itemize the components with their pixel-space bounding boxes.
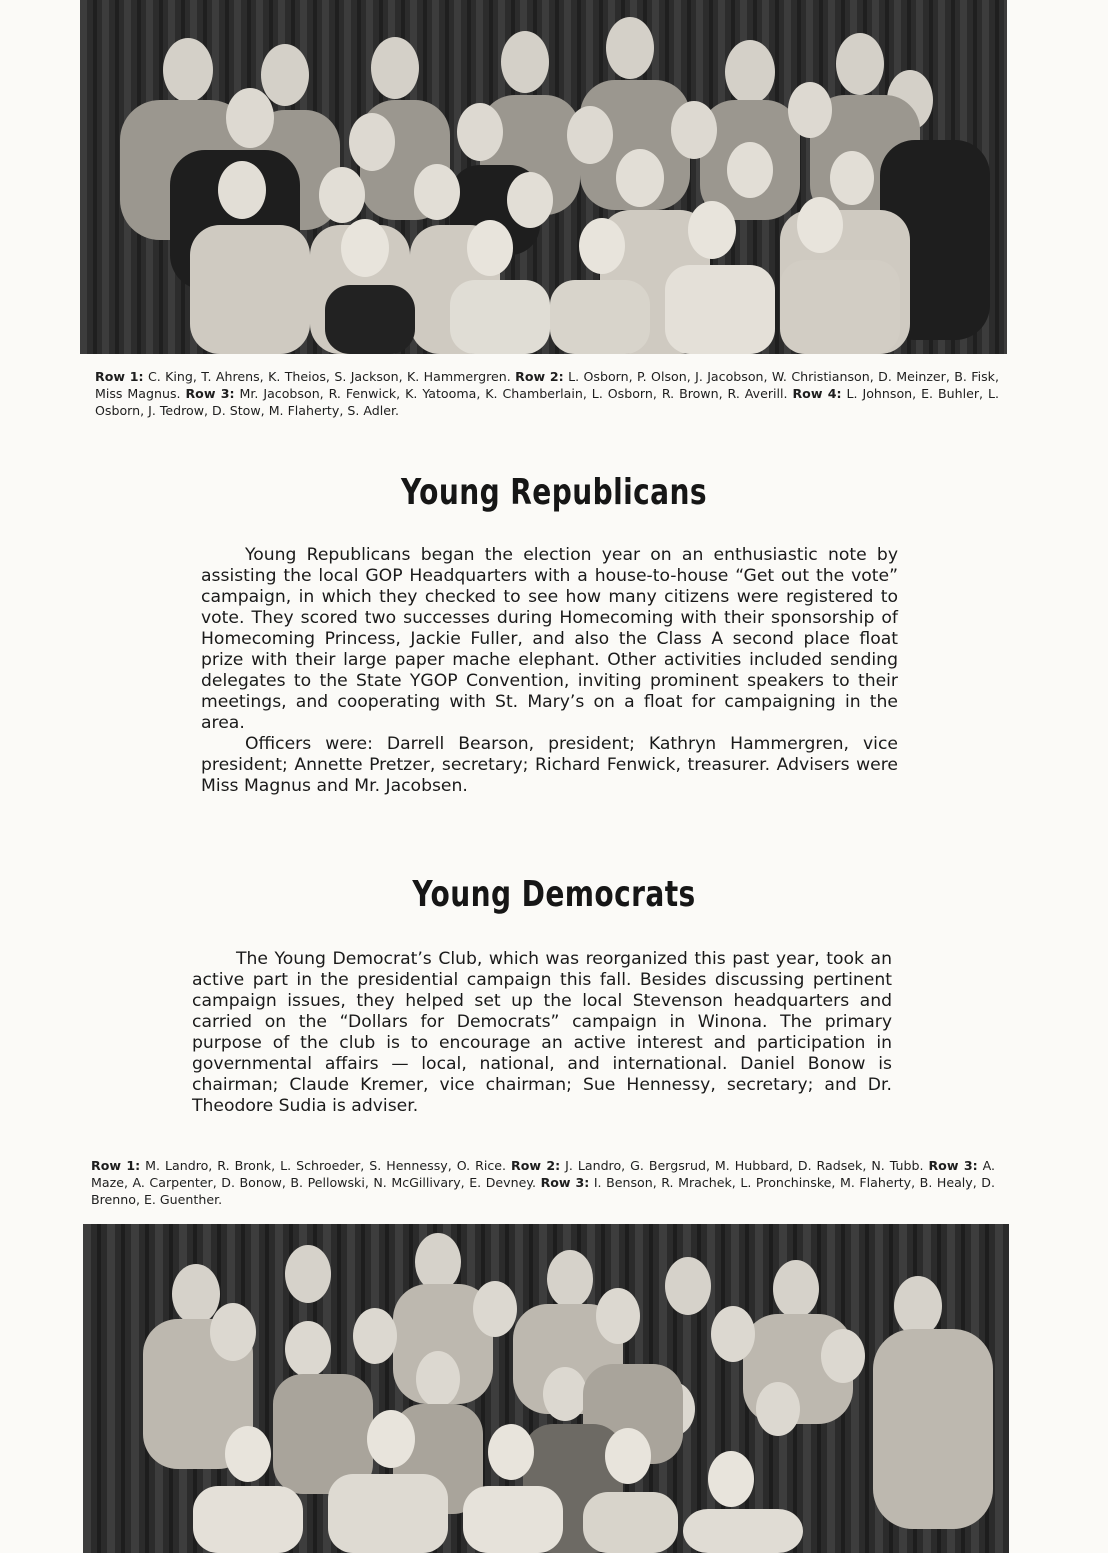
caption-row-label: Row 1: [95, 369, 144, 384]
young-democrats-heading: Young Democrats [412, 874, 696, 915]
caption-row-names: I. Benson, R. Mrachek, L. Pronchinske, M. Flaherty, B. Healy, D. Brenno, E. Guenther. [91, 1175, 996, 1207]
caption-row-names: A. Maze, A. Carpenter, D. Bonow, B. Pellowski, N. McGillivary, E. Devney. [91, 1158, 996, 1190]
young-republicans-group-photo [80, 0, 1007, 354]
caption-row-label: Row 3: [928, 1158, 978, 1173]
article-paragraph: Young Republicans began the election year on an enthusiastic note by assisting the local GOP Headquarters with a house-to-house “Get out the vote” campaign, in which they checked to see how many citizens were registered to vote. They scored two successes during Homecoming with their sponsorship of Homecoming Princess, Jackie Fuller, and also the Class A second place float prize with their large paper mache elephant. Other activities included sending delegates to the State YGOP Convention, inviting prominent speakers to their meetings, and cooperating with St. Mary’s on a float for campaigning in the area. [201, 545, 898, 733]
young-republicans-heading: Young Republicans [401, 472, 707, 513]
article-paragraph: The Young Democrat’s Club, which was reorganized this past year, took an active part in the presidential campaign this fall. Besides discussing pertinent campaign issues, they helped set up the local Stevenson headquarters and carried on the “Dollars for Democrats” campaign in Winona. The primary purpose of the club is to encourage an active interest and participation in governmental affairs — local, national, and international. Daniel Bonow is chairman; Claude Kremer, vice chairman; Sue Hennessy, secretary; and Dr. Theodore Sudia is adviser. [192, 949, 892, 1116]
democrats-photo-caption [91, 1157, 995, 1208]
young-democrats-group-photo [83, 1224, 1009, 1553]
caption-row-names: L. Osborn, P. Olson, J. Jacobson, W. Christianson, D. Meinzer, B. Fisk, Miss Magnus. [95, 369, 999, 401]
caption-row-names: M. Landro, R. Bronk, L. Schroeder, S. Hennessy, O. Rice. [140, 1158, 512, 1173]
caption-row-label: Row 3: [185, 386, 235, 401]
republicans-photo-caption [95, 368, 999, 419]
caption-row-label: Row 1: [91, 1158, 141, 1173]
caption-row-names: L. Johnson, E. Buhler, L. Osborn, J. Tedrow, D. Stow, M. Flaherty, S. Adler. [95, 386, 999, 418]
caption-row-names: Mr. Jacobson, R. Fenwick, K. Yatooma, K. Chamberlain, L. Osborn, R. Brown, R. Averill. [234, 386, 793, 401]
caption-row-label: Row 2: [515, 369, 564, 384]
article-paragraph: Officers were: Darrell Bearson, president; Kathryn Hammergren, vice president; Annette Pretzer, secretary; Richard Fenwick, treasurer. Advisers were Miss Magnus and Mr. Jacobsen. [201, 734, 898, 796]
young-republicans-article [201, 545, 898, 797]
caption-row-names: C. King, T. Ahrens, K. Theios, S. Jackson, K. Hammergren. [143, 369, 516, 384]
young-democrats-article [192, 949, 892, 1117]
caption-row-label: Row 2: [511, 1158, 561, 1173]
caption-row-label: Row 4: [792, 386, 842, 401]
caption-row-names: J. Landro, G. Bergsrud, M. Hubbard, D. Radsek, N. Tubb. [560, 1158, 929, 1173]
caption-row-label: Row 3: [540, 1175, 590, 1190]
